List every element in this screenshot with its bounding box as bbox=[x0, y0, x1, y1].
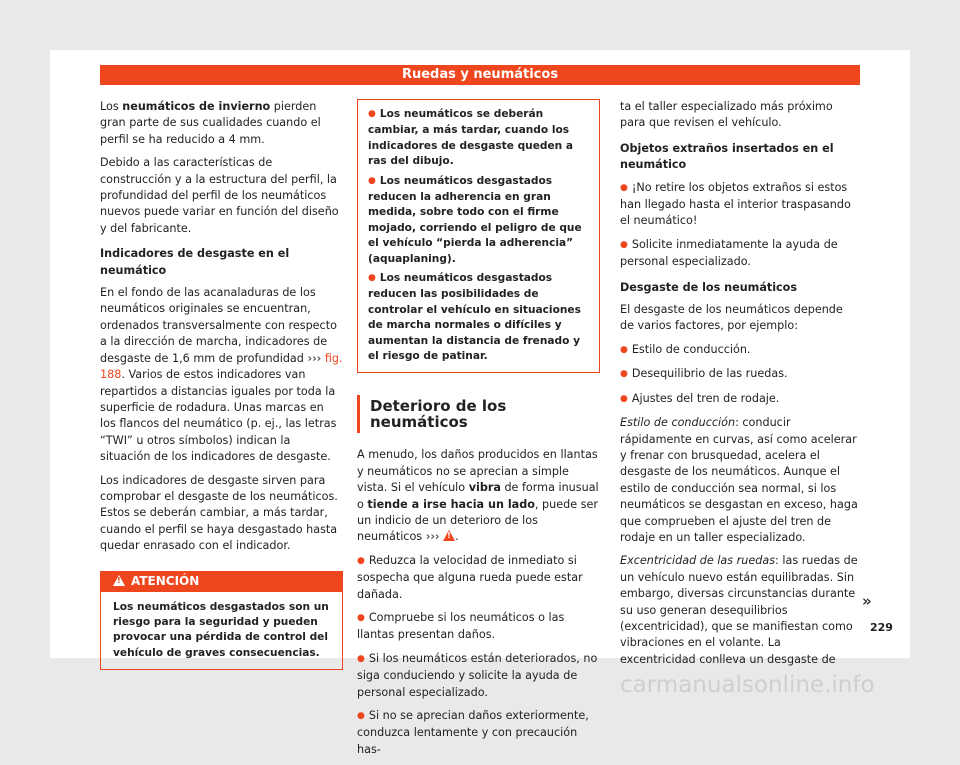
warning-title: ATENCIÓN bbox=[131, 573, 200, 588]
list-item: ● Compruebe si los neumáticos o las llantas presentan daños. bbox=[357, 610, 600, 644]
warning-text: Los neumáticos desgastados son un riesgo para la seguridad y pueden provocar una pérdida de control del vehículo de graves consecuencias. bbox=[113, 600, 329, 659]
bold-text: tiende a irse hacia un lado bbox=[367, 497, 535, 511]
warning-icon bbox=[443, 530, 455, 541]
text: de forma inusual o bbox=[357, 481, 599, 511]
list-item: ● Estilo de conducción. bbox=[620, 342, 858, 359]
section-title: Deterioro de los neumáticos bbox=[357, 395, 600, 434]
watermark: carmanualsonline.info bbox=[620, 672, 875, 698]
list-item: ● ¡No retire los objetos extraños si estos han llegado hasta el interior traspasando el neumático! bbox=[620, 180, 858, 230]
bold-text: neumáticos de invierno bbox=[122, 100, 271, 113]
column-2 bbox=[357, 99, 600, 765]
text: En el fondo de las acanaladuras de los neumáticos originales se encuentran, ordenados transversalmente con respecto a la dirección de marcha, indicadores de desgaste de 1,6 mm de profundidad bbox=[100, 286, 337, 365]
paragraph bbox=[620, 415, 858, 546]
warning-continuation-box bbox=[357, 99, 600, 373]
italic-term: Excentricidad de las ruedas bbox=[620, 554, 776, 568]
paragraph: Los indicadores de desgaste sirven para comprobar el desgaste de los neumáticos. Estos se deberán cambiar, a más tardar, cuando el perfil se haya desgastado hasta quedar enrasado con el indicador. bbox=[100, 473, 338, 553]
paragraph bbox=[100, 99, 343, 148]
text: : conducir rápidamente en curvas, así como acelerar y frenar con brusquedad, acelera el desgaste de los neumáticos. Aunque el estilo de conducción sea normal, si los neumáticos se desgastan en exceso, haga que comprueben el ajuste del tren de rodaje en un taller especializado. bbox=[620, 416, 858, 544]
list-item: ● Los neumáticos desgastados reducen la adherencia en gran medida, sobre todo con el firme mojado, corriendo el peligro de que el vehículo “pierda la adherencia” (aquaplaning). bbox=[368, 174, 589, 267]
text: . Varios de estos indicadores van repartidos a distancias iguales por toda la superficie de rodadura. Unas marcas en los flancos del neumático (p. ej., las letras “TWI” u otros símbolos) indican la situación de los indicadores de desgaste. bbox=[100, 368, 337, 464]
text: Los bbox=[100, 100, 123, 113]
reference-arrow-icon: ››› bbox=[425, 530, 440, 544]
continue-arrow-icon: » bbox=[862, 592, 872, 610]
subheading: Indicadores de desgaste en el neumático bbox=[100, 247, 290, 277]
column-3 bbox=[620, 99, 858, 675]
paragraph: A menudo, los daños producidos en llantas y neumáticos no se aprecian a simple vista. Si el vehículo vibra de forma inusual o tiende a irse hacia un lado, puede ser un indicio de un deterioro de los neumáticos ››› ! . bbox=[357, 447, 600, 545]
warning-box bbox=[100, 571, 343, 671]
warning-header bbox=[101, 571, 342, 592]
figure-link[interactable]: fig. 188 bbox=[100, 351, 343, 382]
list-item: ● Ajustes del tren de rodaje. bbox=[620, 391, 858, 408]
list-item: ● Desequilibrio de las ruedas. bbox=[620, 366, 858, 383]
paragraph bbox=[620, 553, 858, 668]
bold-text: vibra bbox=[468, 481, 501, 495]
paragraph bbox=[100, 285, 343, 465]
text: , puede ser un indicio de un deterioro de los neumáticos bbox=[357, 497, 598, 544]
paragraph: Debido a las características de construcción y a la estructura del perfil, la profundidad del perfil de los neumáticos nuevos puede variar en función del diseño y del fabricante. bbox=[100, 156, 339, 235]
page-number: 229 bbox=[870, 621, 893, 634]
list-item: ● Si no se aprecian daños exteriormente, conduzca lentamente y con precaución has- bbox=[357, 708, 600, 758]
list-item: ● Solicite inmediatamente la ayuda de personal especializado. bbox=[620, 237, 858, 271]
text: pierden gran parte de sus cualidades cuando el perfil se ha reducido a 4 mm. bbox=[100, 100, 321, 146]
paragraph: El desgaste de los neumáticos depende de varios factores, por ejemplo: bbox=[620, 303, 843, 333]
list-item: ● Si los neumáticos están deteriorados, no siga conduciendo y solicite la ayuda de personal especializado. bbox=[357, 651, 600, 701]
section-header: Ruedas y neumáticos bbox=[100, 65, 860, 85]
list-item: ● Reduzca la velocidad de inmediato si sospecha que alguna rueda puede estar dañada. bbox=[357, 553, 600, 603]
italic-term: Estilo de conducción bbox=[620, 416, 736, 430]
warning-icon bbox=[113, 575, 125, 586]
text: : las ruedas de un vehículo nuevo están equilibradas. Sin embargo, diversas circunstancias durante su uso generan desequilibrios (excentricidad), que se manifiestan como vibraciones en el volante. La excentricidad conlleva un desgaste de bbox=[620, 554, 858, 666]
text: A menudo, los daños producidos en llantas y neumáticos no se aprecian a simple vista. Si el vehículo bbox=[357, 448, 598, 495]
paragraph: ta el taller especializado más próximo para que revisen el vehículo. bbox=[620, 100, 833, 130]
reference-arrow-icon: ››› bbox=[307, 351, 322, 365]
list-item: ● Los neumáticos se deberán cambiar, a más tardar, cuando los indicadores de desgaste queden a ras del dibujo. bbox=[368, 107, 589, 170]
subheading: Desgaste de los neumáticos bbox=[620, 280, 798, 294]
list-item: ● Los neumáticos desgastados reducen las posibilidades de controlar el vehículo en situaciones de marcha normales o difíciles y aumentan la distancia de frenado y el riesgo de patinar. bbox=[368, 271, 589, 364]
column-1 bbox=[100, 99, 343, 670]
subheading: Objetos extraños insertados en el neumático bbox=[620, 141, 834, 172]
